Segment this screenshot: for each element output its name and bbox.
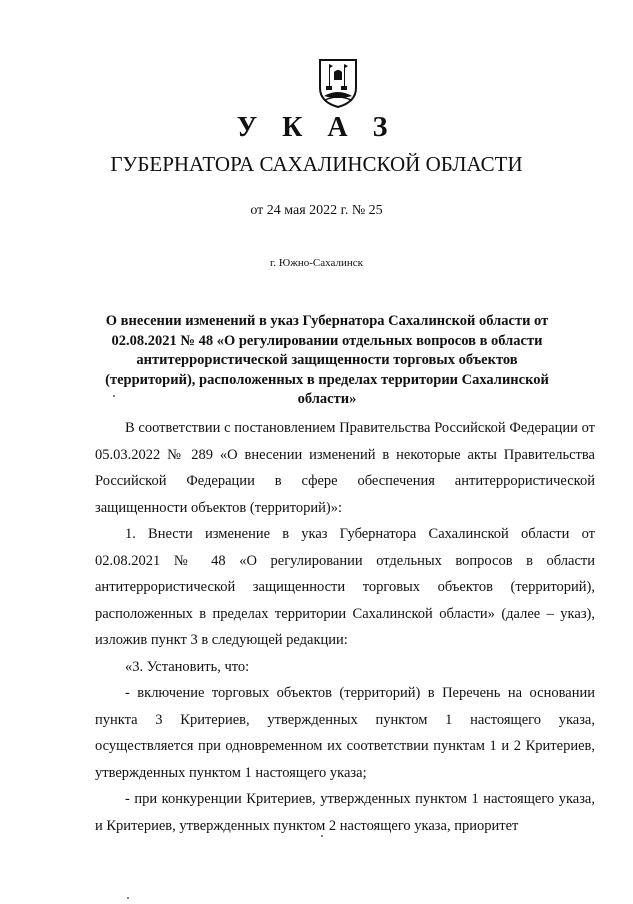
issue-city: г. Южно-Сахалинск — [270, 257, 363, 269]
decree-title: О внесении изменений в указ Губернатора Сахалинской области от 02.08.2021 № 48 «О регулировании отдельных вопросов в области антитеррористической защищенности торговых объектов (территорий), расположенных в пределах территории Сахалинской области» — [105, 313, 549, 407]
decree-body — [95, 415, 595, 839]
issuer-heading: ГУБЕРНАТОРА САХАЛИНСКОЙ ОБЛАСТИ — [110, 152, 523, 176]
body-paragraph: - при конкуренции Критериев, утвержденных пунктом 1 настоящего указа, и Критериев, утвержденных пунктом 2 настоящего указа, приоритет — [95, 791, 595, 834]
scan-speck — [127, 897, 129, 899]
body-paragraph: - включение торговых объектов (территорий) в Перечень на основании пункта 3 Критериев, утвержденных пунктом 1 настоящего указа, осуществляется при одновременном их соответствии пунктам 1 и 2 Критериев, утвержденных пунктом 1 настоящего указа; — [95, 685, 595, 781]
coat-of-arms-emblem — [317, 58, 359, 108]
document-type-heading: У К А З — [236, 112, 397, 143]
scan-speck — [113, 395, 115, 397]
body-paragraph: В соответствии с постановлением Правительства Российской Федерации от 05.03.2022 № 289 «О внесении изменений в некоторые акты Правительства Российской Федерации в сфере обеспечения антитеррористической защищенности объектов (территорий)»: — [95, 420, 595, 516]
decree-date: от 24 мая 2022 г. № 25 — [250, 203, 383, 218]
body-paragraph: 1. Внести изменение в указ Губернатора Сахалинской области от 02.08.2021 № 48 «О регулировании отдельных вопросов в области антитеррористической защищенности торговых объектов (территорий), расположенных в пределах территории Сахалинской области» (далее – указ), изложив пункт 3 в следующей редакции: — [95, 526, 595, 648]
body-paragraph: «3. Установить, что: — [125, 658, 250, 675]
scan-speck — [321, 835, 323, 837]
